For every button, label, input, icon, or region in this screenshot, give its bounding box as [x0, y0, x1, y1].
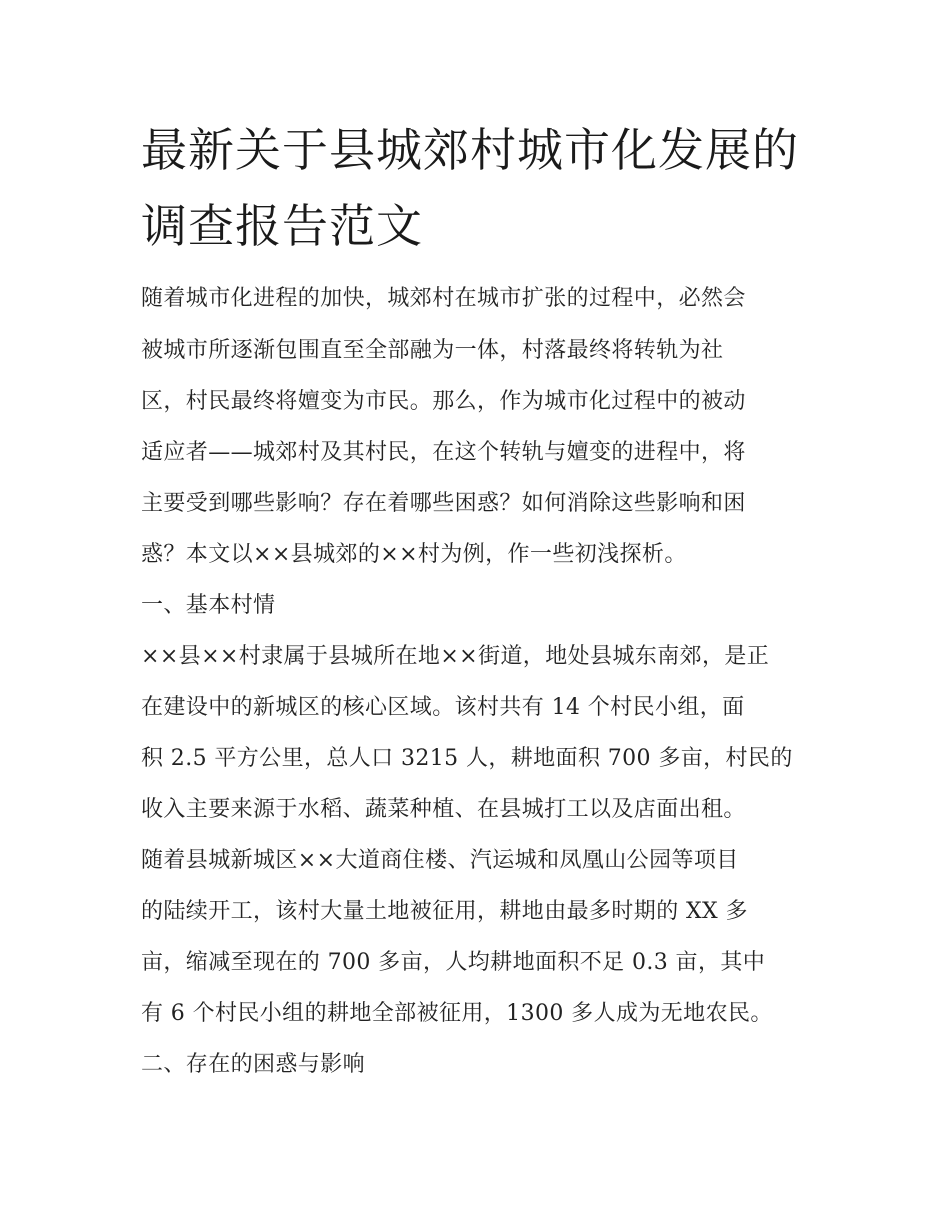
text-line: 区，村民最终将嬗变为市民。那么，作为城市化过程中的被动: [141, 389, 746, 414]
text-line: 适应者——城郊村及其村民，在这个转轨与嬗变的进程中，将: [141, 440, 746, 465]
document-title: 最新关于县城郊村城市化发展的调查报告范文: [141, 123, 799, 253]
text-line: 有 6 个村民小组的耕地全部被征用，1300 多人成为无地农民。: [141, 1001, 773, 1026]
text-line: ××县××村隶属于县城所在地××街道，地处县城东南郊，是正: [141, 644, 770, 669]
text-line: 在建设中的新城区的核心区域。该村共有 14 个村民小组，面: [141, 695, 745, 720]
text-line: 的陆续开工，该村大量土地被征用，耕地由最多时期的 XX 多: [141, 899, 748, 924]
section-heading: 二、存在的困惑与影响: [141, 1052, 366, 1077]
text-line: 收入主要来源于水稻、蔬菜种植、在县城打工以及店面出租。: [141, 797, 746, 822]
text-line: 惑？本文以××县城郊的××村为例，作一些初浅探析。: [141, 542, 687, 567]
text-line: 随着县城新城区××大道商住楼、汽运城和凤凰山公园等项目: [141, 848, 739, 873]
text-line: 被城市所逐渐包围直至全部融为一体，村落最终将转轨为社: [141, 338, 724, 363]
section-heading: 一、基本村情: [141, 593, 276, 618]
text-line: 亩，缩减至现在的 700 多亩，人均耕地面积不足 0.3 亩，其中: [141, 950, 766, 975]
text-line: 主要受到哪些影响？存在着哪些困惑？如何消除这些影响和困: [141, 491, 746, 516]
text-line: 随着城市化进程的加快，城郊村在城市扩张的过程中，必然会: [141, 286, 746, 311]
text-line: 积 2.5 平方公里，总人口 3215 人，耕地面积 700 多亩，村民的: [141, 746, 793, 771]
